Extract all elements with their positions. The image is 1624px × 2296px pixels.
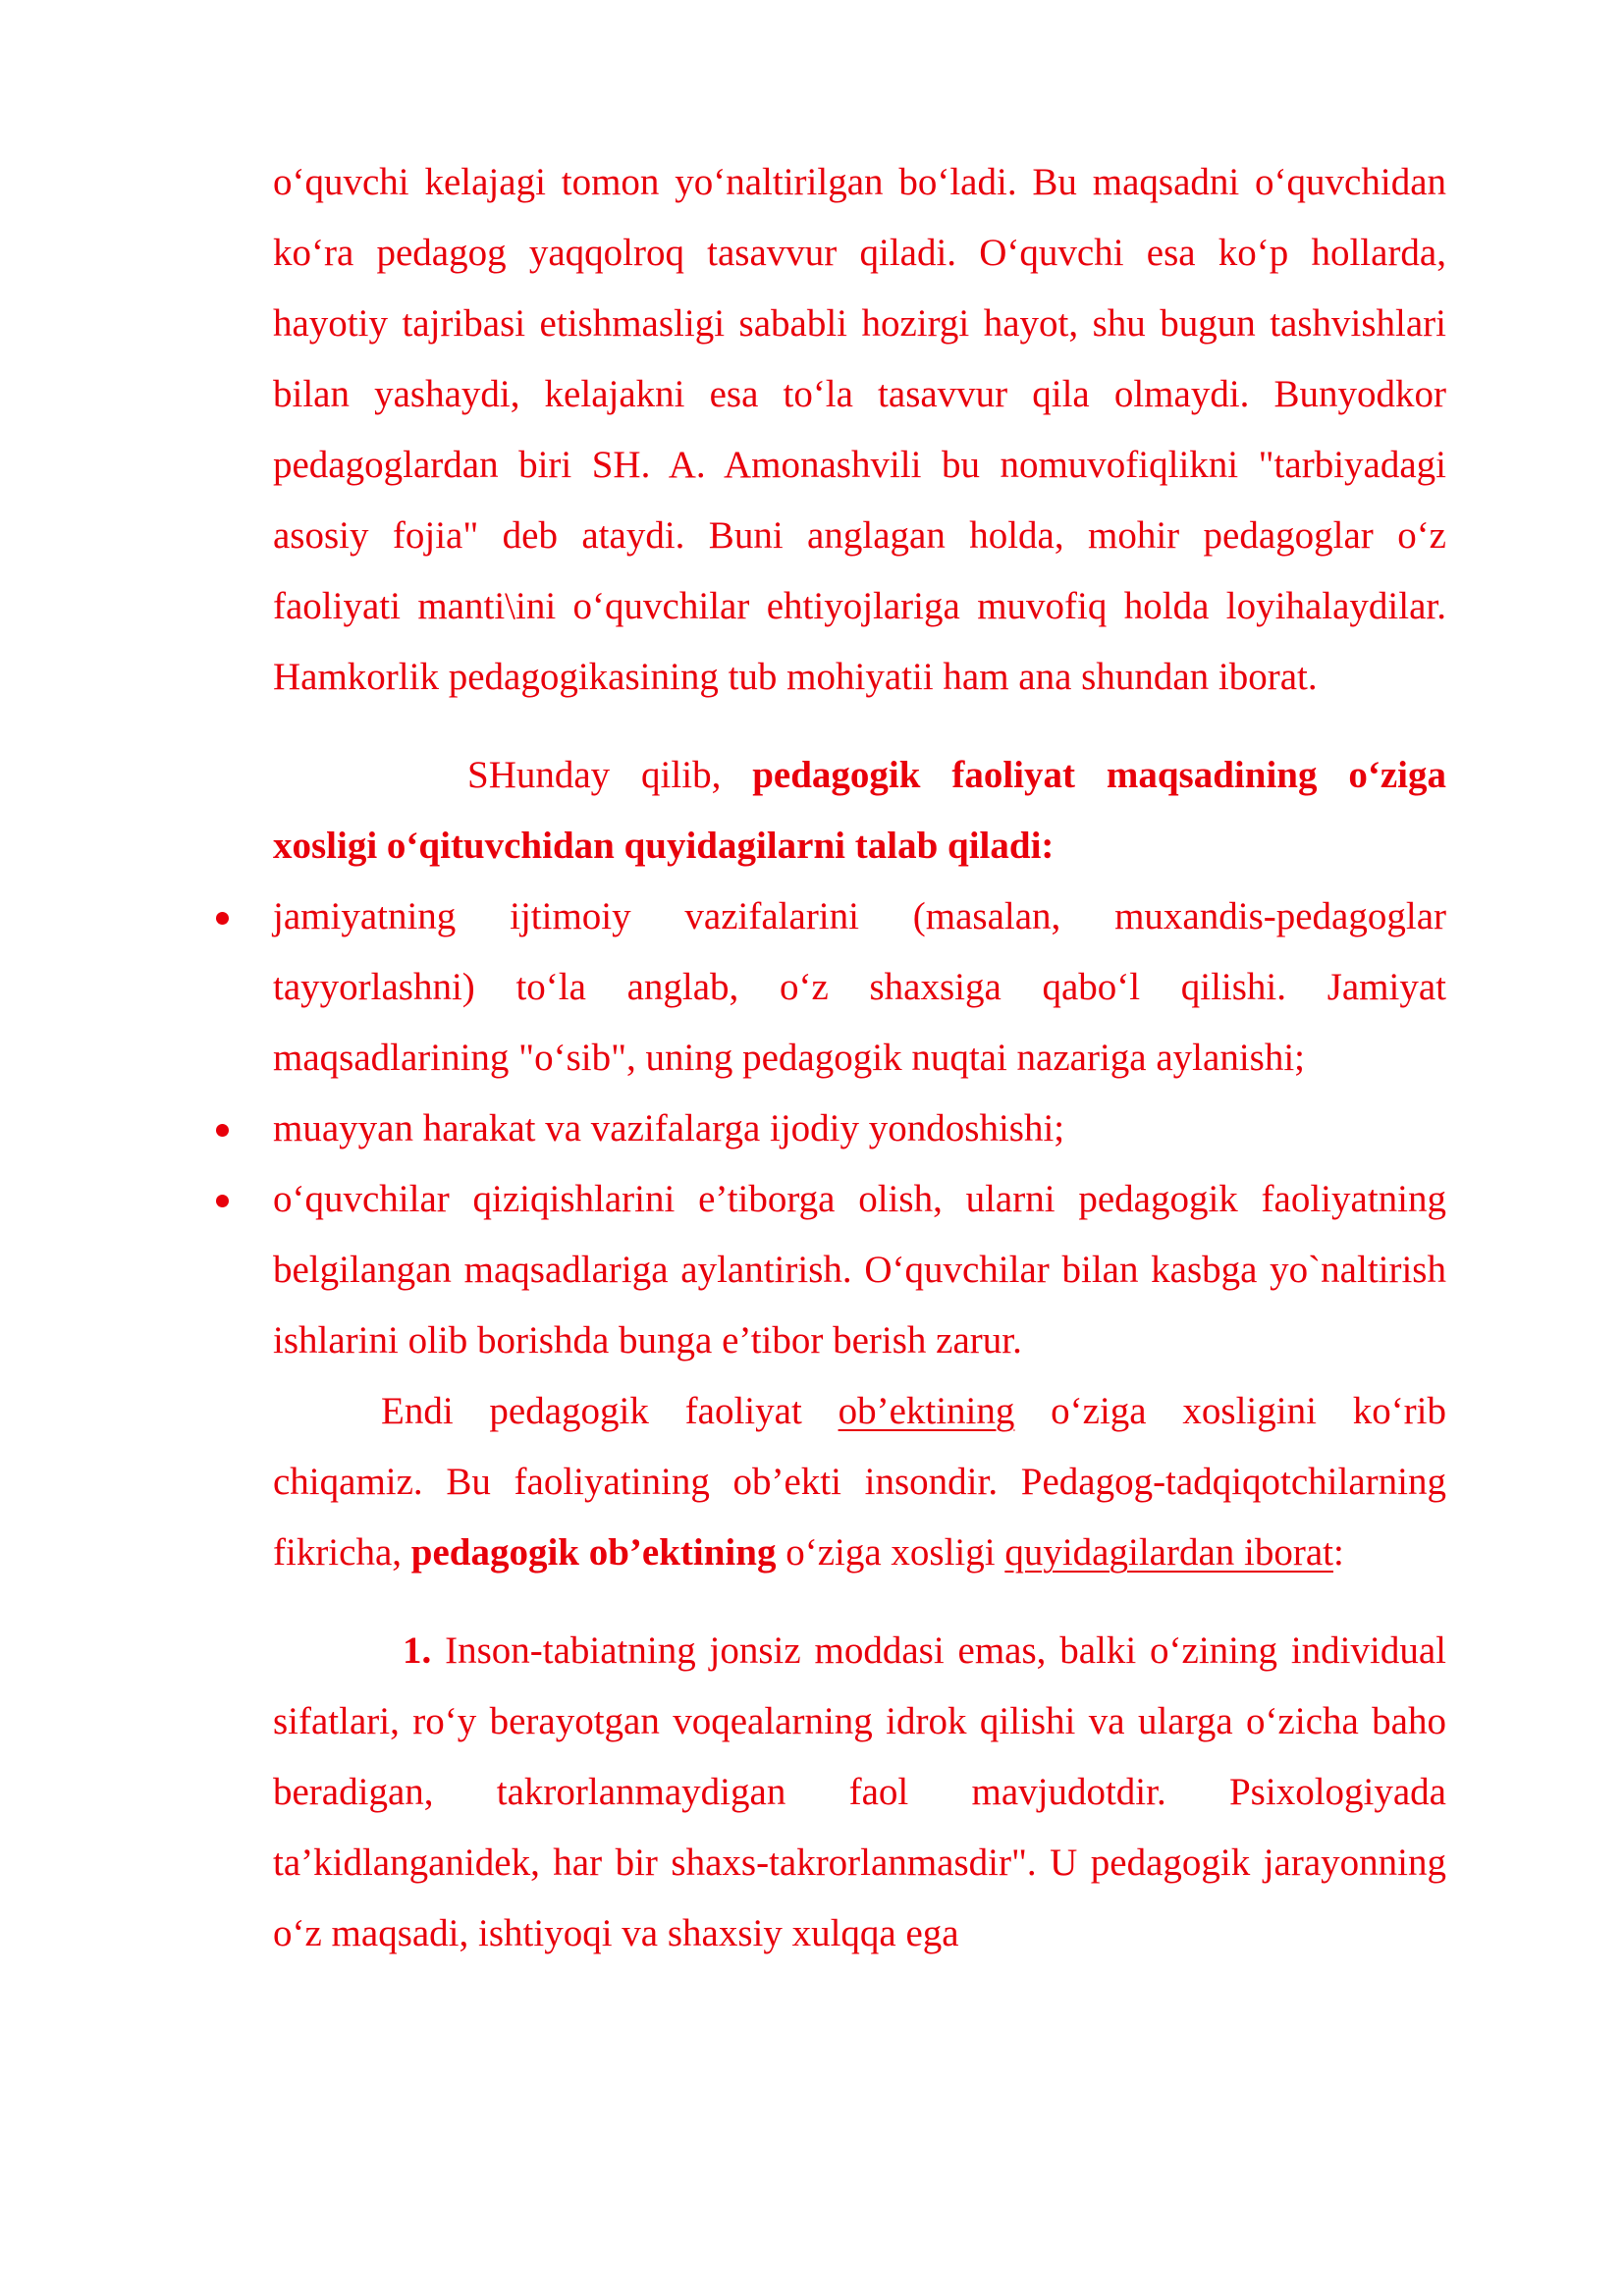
text-run: : — [1333, 1531, 1344, 1574]
list-item — [273, 1094, 1446, 1164]
bullet-icon — [216, 1195, 229, 1207]
list-item-text: jamiyatning ijtimoiy vazifalarini (masalan, muxandis-pedagoglar tayyorlashni) to‘la anglab, o‘z shaxsiga qabo‘l qilishi. Jamiyat maqsadlarining "o‘sib", uning pedagogik nuqtai nazariga aylanishi; — [273, 895, 1446, 1079]
underlined-term: ob’ektining — [838, 1390, 1015, 1432]
numbered-item-1 — [273, 1616, 1446, 1969]
paragraph-requirements-intro — [273, 740, 1446, 881]
list-item — [273, 1164, 1446, 1376]
item-text: Inson-tabiatning jonsiz moddasi emas, balki o‘zining individual sifatlari, ro‘y berayotgan voqealarning idrok qilishi va ularga o‘zicha baho beradigan, takrorlanmaydigan faol mavjudotdir. Psixologiyada ta’kidlanganidek, har bir shaxs-takrorlanmasdir". U pedagogik jarayonning o‘z maqsadi, ishtiyoqi va shaxsiy xulqqa ega — [273, 1629, 1446, 1954]
bullet-icon — [216, 912, 229, 925]
requirements-list — [273, 881, 1446, 1376]
paragraph-intro: o‘quvchi kelajagi tomon yo‘naltirilgan bo‘ladi. Bu maqsadni o‘quvchidan ko‘ra pedagog yaqqolroq tasavvur qiladi. O‘quvchi esa ko‘p hollarda, hayotiy tajribasi etishmasligi sababli hozirgi hayot, shu bugun tashvishlari bilan yashaydi, kelajakni esa to‘la tasavvur qila olmaydi. Bunyodkor pedagoglardan biri SH. A. Amonashvili bu nomuvofiqlikni "tarbiyadagi asosiy fojia" deb ataydi. Buni anglagan holda, mohir pedagoglar o‘z faoliyati manti\ini o‘quvchilar ehtiyojlariga muvofiq holda loyihalaydilar. Hamkorlik pedagogikasining tub mohiyatii ham ana shundan iborat. — [273, 161, 1446, 698]
text-run: o‘ziga xosligi — [776, 1531, 1005, 1574]
underlined-term: quyidagilardan iborat — [1004, 1531, 1333, 1574]
paragraph-object — [273, 1376, 1446, 1588]
list-item-text: o‘quvchilar qiziqishlarini e’tiborga olish, ularni pedagogik faoliyatning belgilangan maqsadlariga aylantirish. O‘quvchilar bilan kasbga yo`naltirish ishlarini olib borishda bunga e’tibor berish zarur. — [273, 1178, 1446, 1362]
document-page — [273, 147, 1446, 1969]
paragraph-bold-heading: pedagogik faoliyat maqsadining o‘ziga xosligi o‘qituvchidan quyidagilarni talab qiladi: — [273, 754, 1446, 867]
text-run: o‘ziga xosligini ko‘rib chiqamiz. Bu faoliyatining ob’ekti insondir. Pedagog-tadqiqotchilarning fikricha, — [273, 1390, 1446, 1574]
paragraph-lead-text: SHunday qilib, — [467, 754, 753, 796]
bullet-icon — [216, 1124, 229, 1137]
list-item — [273, 881, 1446, 1094]
bold-term: pedagogik ob’ektining — [410, 1531, 777, 1574]
text-run: Endi pedagogik faoliyat — [381, 1390, 839, 1432]
item-number: 1. — [403, 1629, 432, 1672]
list-item-text: muayyan harakat va vazifalarga ijodiy yondoshishi; — [273, 1107, 1065, 1149]
